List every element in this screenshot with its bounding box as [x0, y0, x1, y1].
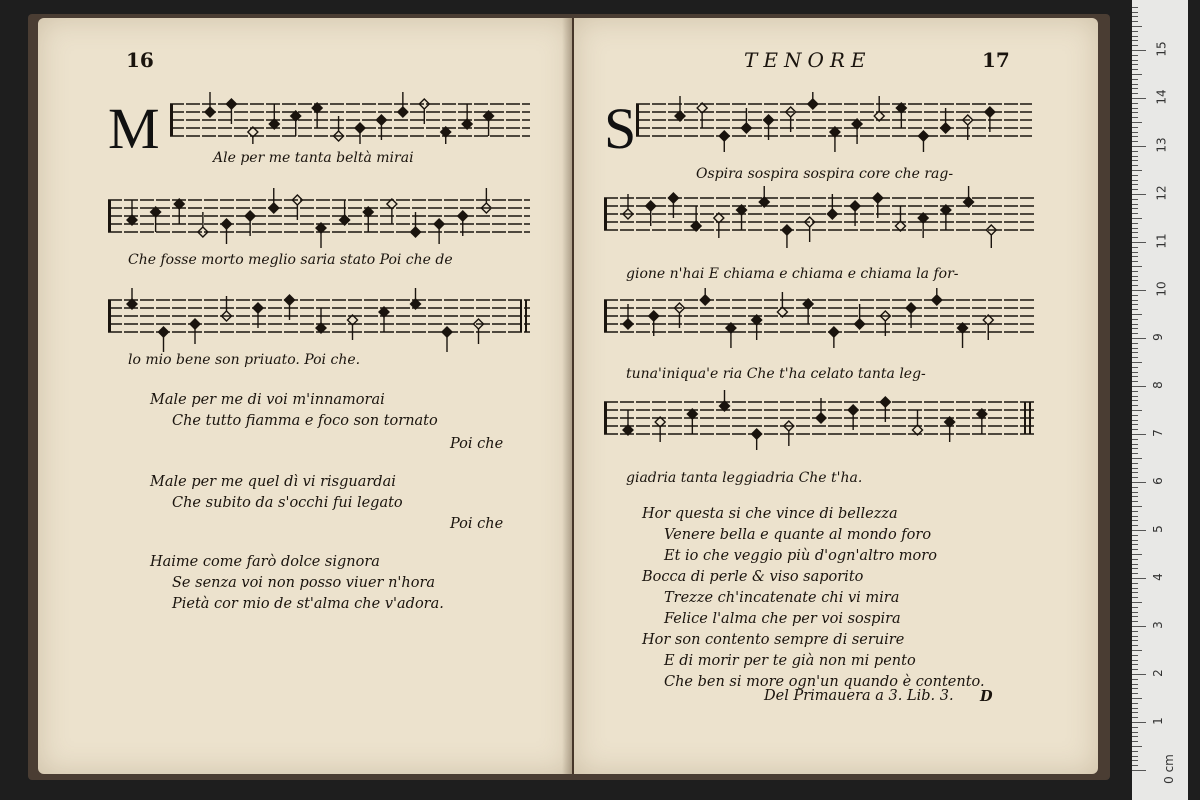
ruler-minor-tick — [1132, 458, 1142, 459]
ruler-minor-tick — [1132, 175, 1138, 176]
ruler-minor-tick — [1132, 424, 1138, 425]
ruler-minor-tick — [1132, 213, 1138, 214]
verse-line: Che tutto fiamma e foco son tornato — [172, 413, 438, 429]
ruler-minor-tick — [1132, 410, 1142, 411]
ruler-label: 3 — [1150, 621, 1165, 629]
lyric-line-left-3: lo mio bene son priuato. Poi che. — [128, 352, 361, 368]
ruler-minor-tick — [1132, 151, 1138, 152]
ruler-minor-tick — [1132, 703, 1138, 704]
ruler-tick — [1132, 578, 1146, 579]
ruler-minor-tick — [1132, 276, 1138, 277]
ruler-minor-tick — [1132, 708, 1138, 709]
music-staff-right-1 — [636, 92, 1032, 132]
ruler-minor-tick — [1132, 300, 1138, 301]
verse-stanza-2 — [150, 472, 403, 514]
ruler-minor-tick — [1132, 36, 1138, 37]
ruler-minor-tick — [1132, 573, 1138, 574]
ruler-minor-tick — [1132, 256, 1138, 257]
note-head — [850, 201, 860, 211]
ruler-minor-tick — [1132, 597, 1138, 598]
ruler-minor-tick — [1132, 199, 1138, 200]
drop-initial-right: S — [604, 96, 637, 161]
ruler-minor-tick — [1132, 266, 1142, 267]
ruler-minor-tick — [1132, 271, 1138, 272]
ruler-tick — [1132, 434, 1146, 435]
ruler-minor-tick — [1132, 319, 1138, 320]
ruler-tick — [1132, 50, 1146, 51]
note-head — [985, 107, 995, 117]
ruler-minor-tick — [1132, 376, 1138, 377]
ruler-minor-tick — [1132, 348, 1138, 349]
ruler-minor-tick — [1132, 132, 1138, 133]
lyric-line-right-2: gione n'hai E chiama e chiama e chiama la for- — [626, 266, 959, 282]
ruler-minor-tick — [1132, 295, 1138, 296]
ruler-minor-tick — [1132, 372, 1138, 373]
note-head — [205, 107, 215, 117]
ruler-minor-tick — [1132, 396, 1138, 397]
note-head — [253, 303, 263, 313]
ruler-minor-tick — [1132, 304, 1138, 305]
ruler-minor-tick — [1132, 170, 1142, 171]
lyric-line-right-3: tuna'iniqua'e ria Che t'ha celato tanta leg- — [626, 366, 926, 382]
ruler-minor-tick — [1132, 568, 1138, 569]
ruler-minor-tick — [1132, 717, 1138, 718]
ruler-minor-tick — [1132, 45, 1138, 46]
ruler-minor-tick — [1132, 525, 1138, 526]
ruler-minor-tick — [1132, 381, 1138, 382]
ruler-minor-tick — [1132, 559, 1138, 560]
ruler-minor-tick — [1132, 165, 1138, 166]
ruler-minor-tick — [1132, 285, 1138, 286]
ruler-minor-tick — [1132, 400, 1138, 401]
ruler-minor-tick — [1132, 16, 1138, 17]
ruler-tick — [1132, 530, 1146, 531]
ruler-minor-tick — [1132, 669, 1138, 670]
ruler-minor-tick — [1132, 232, 1138, 233]
ruler-minor-tick — [1132, 55, 1138, 56]
ruler-minor-tick — [1132, 650, 1142, 651]
ruler-tick — [1132, 146, 1146, 147]
ruler-minor-tick — [1132, 612, 1138, 613]
ruler-minor-tick — [1132, 660, 1138, 661]
verse-line: Che ben si more ogn'un quando è contento. — [664, 674, 985, 690]
ruler-minor-tick — [1132, 583, 1138, 584]
ruler-minor-tick — [1132, 136, 1138, 137]
ruler-minor-tick — [1132, 108, 1138, 109]
ruler-minor-tick — [1132, 492, 1138, 493]
verse-line: Che subito da s'occhi fui legato — [172, 495, 403, 511]
ruler-minor-tick — [1132, 180, 1138, 181]
verse-line: Et io che veggio più d'ogn'altro moro — [664, 548, 937, 564]
lyric-line-left-2: Che fosse morto meglio saria stato Poi che de — [128, 252, 453, 268]
ruler-minor-tick — [1132, 554, 1142, 555]
verse-block-right — [642, 504, 985, 693]
ruler-label: 1 — [1150, 717, 1165, 725]
ruler-minor-tick — [1132, 362, 1142, 363]
ruler-minor-tick — [1132, 69, 1138, 70]
ruler-minor-tick — [1132, 103, 1138, 104]
ruler-minor-tick — [1132, 405, 1138, 406]
ruler-minor-tick — [1132, 621, 1138, 622]
ruler-minor-tick — [1132, 477, 1138, 478]
ruler-minor-tick — [1132, 74, 1142, 75]
ruler-minor-tick — [1132, 261, 1138, 262]
ruler-minor-tick — [1132, 472, 1138, 473]
ruler-minor-tick — [1132, 79, 1138, 80]
ruler-tick — [1132, 338, 1146, 339]
ruler-minor-tick — [1132, 616, 1138, 617]
ruler-minor-tick — [1132, 391, 1138, 392]
ruler-minor-tick — [1132, 64, 1138, 65]
music-staff-right-3 — [604, 288, 1034, 328]
ruler-minor-tick — [1132, 448, 1138, 449]
ruler-minor-tick — [1132, 756, 1138, 757]
ruler-minor-tick — [1132, 688, 1138, 689]
verse-stanza-3 — [150, 552, 444, 615]
verse-line: Bocca di perle & viso saporito — [642, 569, 864, 585]
verse-line: E di morir per te già non mi pento — [664, 653, 916, 669]
verse-line: Felice l'alma che per voi sospira — [664, 611, 901, 627]
refrain-cue-2: Poi che — [450, 516, 504, 532]
ruler-minor-tick — [1132, 727, 1138, 728]
music-staff-left-1 — [170, 92, 530, 132]
ruler-label: 10 — [1154, 281, 1169, 297]
note-head — [816, 413, 826, 423]
ruler-minor-tick — [1132, 506, 1142, 507]
ruler-minor-tick — [1132, 684, 1138, 685]
ruler-minor-tick — [1132, 712, 1138, 713]
ruler-minor-tick — [1132, 439, 1138, 440]
note-head — [752, 429, 762, 439]
ruler-minor-tick — [1132, 280, 1138, 281]
ruler-tick — [1132, 98, 1146, 99]
ruler-minor-tick — [1132, 765, 1138, 766]
ruler-minor-tick — [1132, 655, 1138, 656]
note-head — [855, 319, 865, 329]
note-head — [159, 327, 169, 337]
ruler-minor-tick — [1132, 247, 1138, 248]
ruler-minor-tick — [1132, 544, 1138, 545]
ruler-minor-tick — [1132, 7, 1138, 8]
ruler-minor-tick — [1132, 252, 1138, 253]
note-head — [269, 203, 279, 213]
ruler-label: 11 — [1154, 233, 1169, 249]
ruler-tick — [1132, 194, 1146, 195]
note-head — [719, 131, 729, 141]
ruler-minor-tick — [1132, 352, 1138, 353]
ruler-minor-tick — [1132, 640, 1138, 641]
ruler-minor-tick — [1132, 218, 1142, 219]
attribution: Del Primauera a 3. Lib. 3. — [764, 688, 954, 704]
ruler-minor-tick — [1132, 156, 1138, 157]
ruler-minor-tick — [1132, 645, 1138, 646]
ruler-minor-tick — [1132, 333, 1138, 334]
note-head — [906, 303, 916, 313]
ruler-minor-tick — [1132, 736, 1138, 737]
ruler-label: 2 — [1150, 669, 1165, 677]
note-head — [873, 193, 883, 203]
ruler-minor-tick — [1132, 309, 1138, 310]
ruler-tick — [1132, 626, 1146, 627]
ruler-minor-tick — [1132, 112, 1138, 113]
ruler-label: 15 — [1154, 41, 1169, 57]
ruler-minor-tick — [1132, 463, 1138, 464]
ruler-minor-tick — [1132, 26, 1142, 27]
ruler-minor-tick — [1132, 732, 1138, 733]
note-head — [646, 201, 656, 211]
ruler-minor-tick — [1132, 679, 1138, 680]
refrain-cue-1: Poi che — [450, 436, 504, 452]
ruler-minor-tick — [1132, 535, 1138, 536]
ruler-minor-tick — [1132, 189, 1138, 190]
music-staff-left-2 — [108, 188, 530, 228]
verse-line: Male per me di voi m'innamorai — [150, 392, 385, 408]
note-head — [932, 295, 942, 305]
note-head — [848, 405, 858, 415]
ruler-minor-tick — [1132, 549, 1138, 550]
ruler-label: 13 — [1154, 137, 1169, 153]
ruler-minor-tick — [1132, 588, 1138, 589]
ruler-minor-tick — [1132, 21, 1138, 22]
note-head — [411, 227, 421, 237]
ruler-minor-tick — [1132, 501, 1138, 502]
right-page — [574, 18, 1098, 774]
ruler-minor-tick — [1132, 223, 1138, 224]
ruler-tick — [1132, 674, 1146, 675]
lyric-line-right-4: giadria tanta leggiadria Che t'ha. — [626, 470, 863, 486]
ruler-minor-tick — [1132, 751, 1138, 752]
ruler-label: 5 — [1150, 525, 1165, 533]
note-head — [623, 319, 633, 329]
ruler-minor-tick — [1132, 31, 1138, 32]
lyric-line-right-1: Ospira sospira sospira core che rag- — [696, 166, 954, 182]
ruler-minor-tick — [1132, 122, 1142, 123]
page-number-right: 17 — [982, 48, 1010, 72]
ruler-minor-tick — [1132, 141, 1138, 142]
ruler-minor-tick — [1132, 237, 1138, 238]
ruler-minor-tick — [1132, 40, 1138, 41]
ruler-tick — [1132, 482, 1146, 483]
ruler-minor-tick — [1132, 88, 1138, 89]
ruler-minor-tick — [1132, 204, 1138, 205]
verse-stanza-1 — [150, 390, 438, 432]
note-head — [442, 327, 452, 337]
verse-line: Male per me quel dì vi risguardai — [150, 474, 396, 490]
ruler-minor-tick — [1132, 117, 1138, 118]
ruler-minor-tick — [1132, 693, 1138, 694]
ruler-minor-tick — [1132, 496, 1138, 497]
ruler-label: 9 — [1150, 333, 1165, 341]
note-head — [226, 99, 236, 109]
ruler-tick — [1132, 386, 1146, 387]
note-head — [880, 397, 890, 407]
ruler-minor-tick — [1132, 328, 1138, 329]
ruler-tick — [1132, 242, 1146, 243]
note-head — [245, 211, 255, 221]
ruler-minor-tick — [1132, 592, 1138, 593]
ruler-minor-tick — [1132, 314, 1142, 315]
verse-line: Trezze ch'incatenate chi vi mira — [664, 590, 900, 606]
verse-line: Hor questa si che vince di bellezza — [642, 506, 898, 522]
ruler-minor-tick — [1132, 698, 1142, 699]
ruler-label: 8 — [1150, 381, 1165, 389]
ruler-label: 14 — [1154, 89, 1169, 105]
ruler-minor-tick — [1132, 208, 1138, 209]
measurement-ruler — [1132, 0, 1188, 800]
ruler-minor-tick — [1132, 367, 1138, 368]
ruler-label: 6 — [1150, 477, 1165, 485]
ruler-minor-tick — [1132, 487, 1138, 488]
drop-initial-left: M — [108, 96, 160, 161]
verse-line: Venere bella e quante al mondo foro — [664, 527, 932, 543]
ruler-minor-tick — [1132, 228, 1138, 229]
ruler-minor-tick — [1132, 511, 1138, 512]
ruler-minor-tick — [1132, 636, 1138, 637]
note-head — [376, 115, 386, 125]
note-head — [355, 123, 365, 133]
note-head — [829, 327, 839, 337]
running-title: TENORE — [744, 48, 872, 72]
ruler-label: 0 cm — [1161, 754, 1176, 784]
ruler-minor-tick — [1132, 324, 1138, 325]
note-head — [827, 209, 837, 219]
note-head — [190, 319, 200, 329]
note-head — [434, 219, 444, 229]
verse-line: Haime come farò dolce signora — [150, 554, 380, 570]
note-head — [458, 211, 468, 221]
ruler-minor-tick — [1132, 429, 1138, 430]
ruler-minor-tick — [1132, 746, 1142, 747]
verse-line: Hor son contento sempre di seruire — [642, 632, 905, 648]
lyric-line-left-1: Ale per me tanta beltà mirai — [213, 150, 414, 166]
ruler-minor-tick — [1132, 127, 1138, 128]
note-head — [700, 295, 710, 305]
ruler-minor-tick — [1132, 415, 1138, 416]
note-head — [741, 123, 751, 133]
note-head — [398, 107, 408, 117]
ruler-label: 7 — [1150, 429, 1165, 437]
note-head — [941, 123, 951, 133]
ruler-minor-tick — [1132, 631, 1138, 632]
ruler-tick — [1132, 722, 1146, 723]
ruler-minor-tick — [1132, 84, 1138, 85]
note-head — [764, 115, 774, 125]
ruler-minor-tick — [1132, 760, 1138, 761]
verse-line: Se senza voi non posso viuer n'hora — [172, 575, 436, 591]
ruler-minor-tick — [1132, 420, 1138, 421]
ruler-minor-tick — [1132, 453, 1138, 454]
ruler-minor-tick — [1132, 60, 1138, 61]
ruler-minor-tick — [1132, 540, 1138, 541]
note-head — [808, 99, 818, 109]
ruler-minor-tick — [1132, 468, 1138, 469]
note-head — [222, 219, 232, 229]
note-head — [782, 225, 792, 235]
ruler-minor-tick — [1132, 602, 1142, 603]
ruler-tick — [1132, 770, 1146, 771]
music-staff-right-4 — [604, 390, 1034, 430]
verse-line: Pietà cor mio de st'alma che v'adora. — [172, 596, 444, 612]
note-head — [668, 193, 678, 203]
ruler-minor-tick — [1132, 607, 1138, 608]
signature-mark: D — [980, 688, 993, 705]
note-head — [649, 311, 659, 321]
ruler-minor-tick — [1132, 12, 1138, 13]
ruler-minor-tick — [1132, 444, 1138, 445]
music-staff-left-3 — [108, 288, 530, 328]
ruler-minor-tick — [1132, 93, 1138, 94]
ruler-label: 12 — [1154, 185, 1169, 201]
ruler-minor-tick — [1132, 741, 1138, 742]
ruler-minor-tick — [1132, 564, 1138, 565]
ruler-minor-tick — [1132, 343, 1138, 344]
left-page — [38, 18, 572, 774]
note-head — [918, 131, 928, 141]
music-staff-right-2 — [604, 186, 1034, 226]
ruler-minor-tick — [1132, 184, 1138, 185]
note-head — [285, 295, 295, 305]
ruler-minor-tick — [1132, 160, 1138, 161]
ruler-minor-tick — [1132, 357, 1138, 358]
page-number-left: 16 — [126, 48, 154, 72]
ruler-tick — [1132, 290, 1146, 291]
ruler-label: 4 — [1150, 573, 1165, 581]
ruler-minor-tick — [1132, 516, 1138, 517]
ruler-minor-tick — [1132, 520, 1138, 521]
ruler-minor-tick — [1132, 664, 1138, 665]
